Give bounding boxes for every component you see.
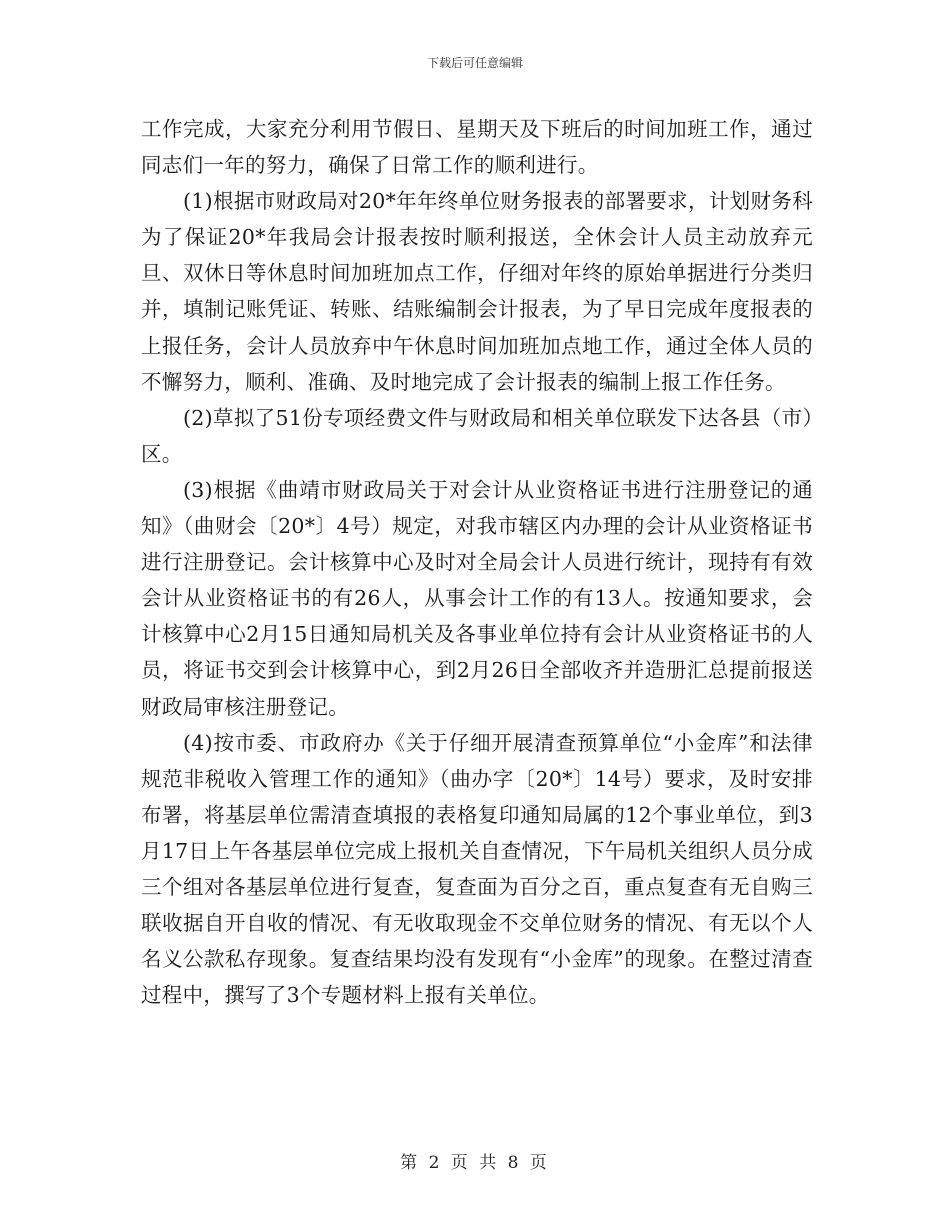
paragraph-item-1: (1)根据市财政局对20*年年终单位财务报表的部署要求，计划财务科为了保证20*年我局会计报表按时顺利报送，全休会计人员主动放弃元旦、双休日等休息时间加班加点工作，仔细对年终的原始单据进行分类归并，填制记账凭证、转账、结账编制会计报表，为了早日完成年度报表的上报任务，会计人员放弃中午休息时间加班加点地工作，通过全体人员的不懈努力，顺利、准确、及时地完成了会计报表的编制上报工作任务。 bbox=[141, 189, 813, 394]
page-number: 第 2 页 共 8 页 bbox=[400, 1153, 550, 1173]
document-body bbox=[141, 111, 813, 1013]
page-header: 下载后可任意编辑 bbox=[426, 56, 523, 70]
paragraph-item-4: (4)按市委、市政府办《关于仔细开展清查预算单位“小金库”和法律规范非税收入管理工作的通知》（曲办字〔20*〕14号）要求，及时安排布署，将基层单位需清查填报的表格复印通知局属的12个事业单位，到3月17日上午各基层单位完成上报机关自查情况，下午局机关组织人员分成三个组对各基层单位进行复查，复查面为百分之百，重点复查有无自购三联收据自开自收的情况、有无收取现金不交单位财务的情况、有无以个人名义公款私存现象。复查结果均没有发现有“小金库”的现象。在整过清查过程中，撰写了3个专题材料上报有关单位。 bbox=[141, 730, 813, 1008]
paragraph-item-2: (2)草拟了51份专项经费文件与财政局和相关单位联发下达各县（市）区。 bbox=[141, 405, 813, 466]
paragraph-continuation: 工作完成，大家充分利用节假日、星期天及下班后的时间加班工作，通过同志们一年的努力，确保了日常工作的顺利进行。 bbox=[141, 117, 813, 178]
paragraph-item-3: (3)根据《曲靖市财政局关于对会计从业资格证书进行注册登记的通知》（曲财会〔20*〕4号）规定，对我市辖区内办理的会计从业资格证书进行注册登记。会计核算中心及时对全局会计人员进行统计，现持有有效会计从业资格证书的有26人，从事会计工作的有13人。按通知要求，会计核算中心2月15日通知局机关及各事业单位持有会计从业资格证书的人员，将证书交到会计核算中心，到2月26日全部收齐并造册汇总提前报送财政局审核注册登记。 bbox=[141, 477, 813, 719]
